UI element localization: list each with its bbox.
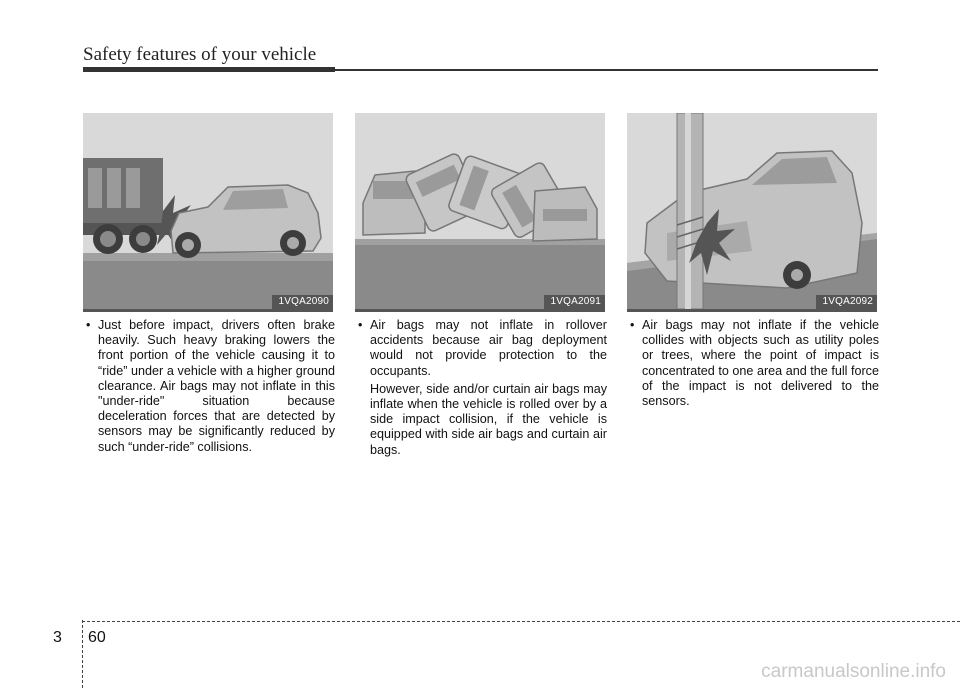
column-rollover	[355, 318, 607, 458]
figure-code: 1VQA2090	[272, 295, 333, 309]
figure-code: 1VQA2092	[816, 295, 877, 309]
rollover-illustration	[355, 113, 605, 309]
footer-rule	[82, 621, 960, 622]
bullet-dot: •	[630, 318, 635, 332]
figure-rule	[83, 309, 333, 312]
bullet-item	[355, 318, 607, 379]
footer-divider	[82, 620, 83, 688]
watermark: carmanualsonline.info	[761, 661, 946, 682]
bullet-item	[627, 318, 879, 409]
figure-rule	[355, 309, 605, 312]
page-number: 60	[88, 629, 106, 646]
bullet-dot: •	[86, 318, 91, 332]
bullet-text: Air bags may not inflate if the vehicle collides with objects such as utility poles or trees, where the point of impact is concentrated to one area and the full force of the impact is not delivered to the sensors.	[642, 318, 879, 409]
column-pole	[627, 318, 879, 409]
figure-rollover	[355, 113, 605, 309]
figure-underride	[83, 113, 333, 309]
figure-code: 1VQA2091	[544, 295, 605, 309]
bullet-item	[83, 318, 335, 455]
column-underride	[83, 318, 335, 455]
header-bar	[83, 67, 335, 72]
bullet-dot: •	[358, 318, 363, 332]
section-number: 3	[53, 629, 62, 646]
underride-illustration	[83, 113, 333, 309]
page-title: Safety features of your vehicle	[83, 44, 317, 65]
pole-impact-illustration	[627, 113, 877, 309]
figure-rule	[627, 309, 877, 312]
figure-pole-impact	[627, 113, 877, 309]
header-rule	[335, 69, 878, 71]
bullet-text: Air bags may not inflate in rollover accidents because air bag deployment would not provide protection to the occupants.	[370, 318, 607, 378]
bullet-text: Just before impact, drivers often brake heavily. Such heavy braking lowers the front portion of the vehicle causing it to “ride” under a vehicle with a higher ground clearance. Air bags may not inflate in this "under-ride" situation because deceleration forces that are detected by sensors may be significantly reduced by such “under-ride” collisions.	[98, 318, 335, 454]
paragraph: However, side and/or curtain air bags may inflate when the vehicle is rolled over by a side impact collision, if the vehicle is equipped with side air bags and curtain air bags.	[370, 381, 607, 457]
